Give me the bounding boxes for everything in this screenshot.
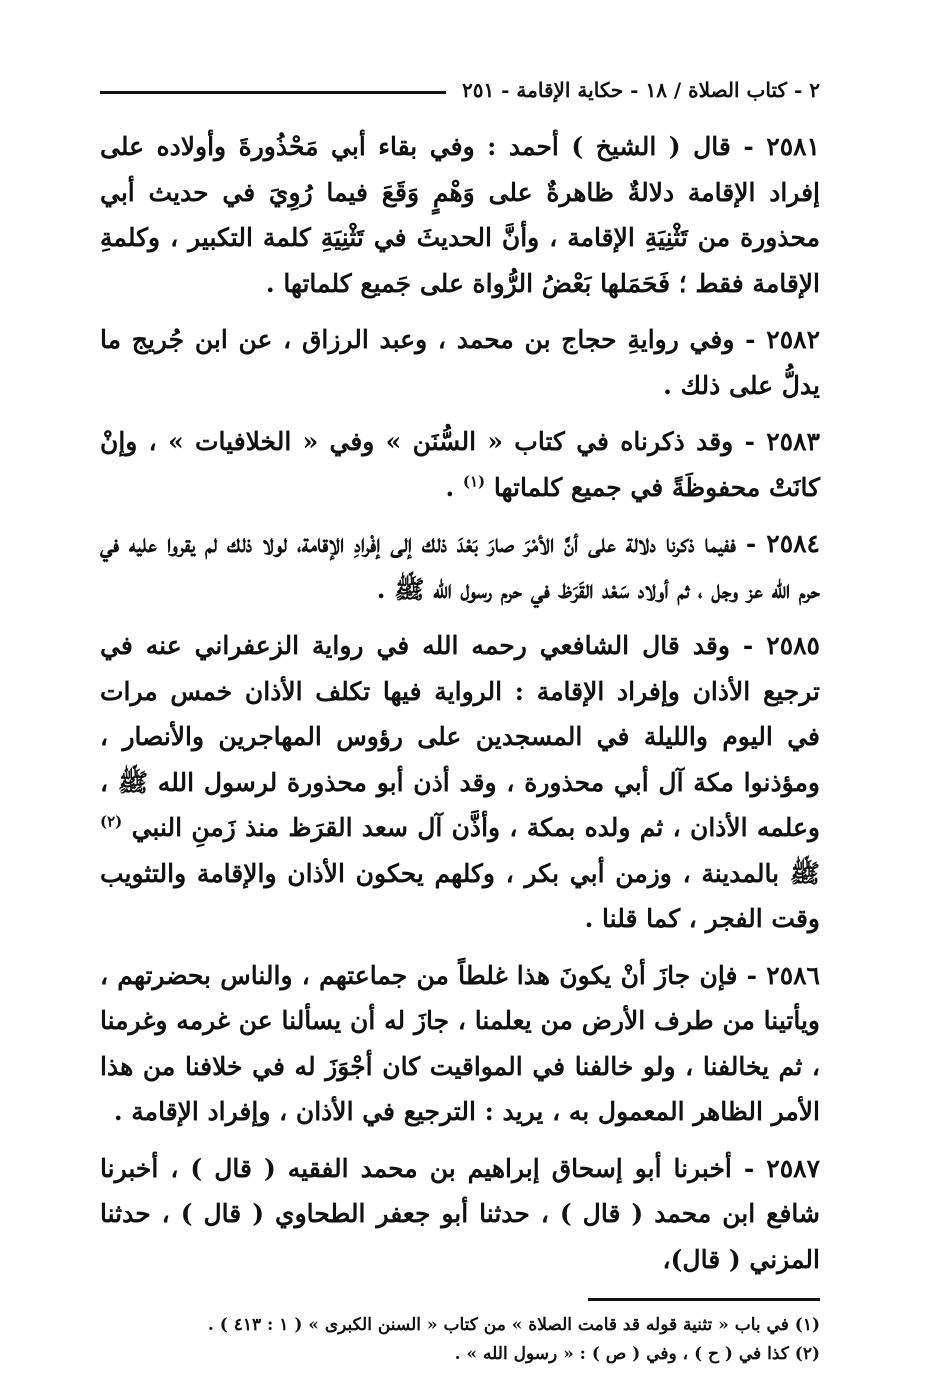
paragraph-2583 bbox=[100, 419, 820, 510]
footnote-1: (١) في باب « تثنية قوله قد قامت الصلاة » من كتاب « السنن الكبرى » ( ١ : ٤١٣ ) . bbox=[207, 1315, 820, 1335]
paragraph-text: قال ( الشيخ ) أحمد : وفي بقاء أبي مَحْذُورةَ وأولاده على إفراد الإقامة دلالةٌ ظاهرةٌ على وَهْمٍ وَقَعَ فيما رُوِيَ في حديث أبي محذورة من تَثْنِيَةِ الإقامة ، وأنَّ الحديثَ في تَثْنِيَةِ كلمة التكبير ، وكلمةِ الإقامة فقط ؛ فَحَمَلها بَعْضُ الرُّواة على جَميع كلماتها . bbox=[100, 132, 820, 298]
paragraph-2587 bbox=[100, 1146, 820, 1283]
footnote-reference[interactable]: (٢) bbox=[100, 812, 123, 831]
page-header bbox=[100, 70, 820, 110]
paragraph-number: ٢٥٨٣ - bbox=[744, 427, 820, 456]
paragraph-text: وفي روايةِ حجاج بن محمد ، وعبد الرزاق ، عن ابن جُريج ما يدلُّ على ذلك . bbox=[100, 325, 820, 400]
footnote-separator bbox=[588, 1298, 820, 1301]
paragraph-text: فإن جازَ أنْ يكونَ هذا غلطاً من جماعتهم ، والناس بحضرتهم ، ويأتينا من طرف الأرض من يعلمنا ، جازَ له أن يسألنا عن غرمه وغرمنا ، ثم يخالفنا ، ولو خالفنا في المواقيت كان أجْوَزَ له في خلافنا من هذا الأمر الظاهر المعمول به ، يريد : الترجيع في الأذان ، وإفراد الإقامة . bbox=[100, 960, 820, 1126]
paragraph-number: ٢٥٨٧ - bbox=[743, 1153, 820, 1183]
paragraph-2582 bbox=[100, 317, 820, 408]
book-page bbox=[100, 70, 820, 1364]
header-rule bbox=[100, 91, 446, 94]
paragraph-2585 bbox=[100, 623, 820, 942]
paragraph-text: ففيما ذكرنا دلالة على أنَّ الأمْرَ صارَ بَعْدَ ذلك إلى إفْرادِ الإقامة، لولا ذلك لم يقروا عليه في حرم الله عز وجل ، ثم أولاد سَعْد القَرَظ في حرم رسول الله ﷺ . bbox=[100, 529, 820, 604]
paragraph-2586 bbox=[100, 953, 820, 1135]
paragraph-text: وقد قال الشافعي رحمه الله في رواية الزعفراني عنه في ترجيع الأذان وإفراد الإقامة : الرواية فيها تكلف الأذان خمس مرات في اليوم والليلة في المسجدين على رؤوس المهاجرين والأنصار ، ومؤذنوا مكة آل أبي محذورة ، وقد أذن أبو محذورة لرسول الله ﷺ ، وعلمه الأذان ، ثم ولده بمكة ، وأذَّن آل سعد القرَظ منذ زَمنِ النبي bbox=[100, 631, 820, 842]
paragraph-text-after: ﷺ بالمدينة ، وزمن أبي بكر ، وكلهم يحكون الأذان والإقامة والتثويب وقت الفجر ، كما قلنا . bbox=[100, 858, 820, 933]
footnotes bbox=[100, 1311, 820, 1369]
paragraph-number: ٢٥٨٤ - bbox=[745, 529, 820, 558]
footnote-reference[interactable]: (١) bbox=[462, 472, 486, 491]
paragraph-text-after: . bbox=[445, 472, 455, 502]
footnote-2: (٢) كذا في ( ح ) ، وفي ( ص ) : « رسول الله » . bbox=[454, 1344, 820, 1364]
paragraph-number: ٢٥٨٦ - bbox=[746, 960, 820, 990]
paragraph-text: أخبرنا أبو إسحاق إبراهيم بن محمد الفقيه ( قال ) ، أخبرنا شافع ابن محمد ( قال ) ، حدثنا أبو جعفر الطحاوي ( قال ) ، حدثنا المزني ( قال)، bbox=[100, 1153, 820, 1274]
running-title: ٢ - كتاب الصلاة / ١٨ - حكاية الإقامة - ٢٥١ bbox=[461, 78, 820, 102]
paragraph-text: وقد ذكرناه في كتاب « السُّنَن » وفي « الخلافيات » ، وإنْ كانَتْ محفوظَةً في جميع كلماتها bbox=[100, 427, 820, 502]
paragraph-2581 bbox=[100, 124, 820, 306]
paragraph-number: ٢٥٨٥ - bbox=[742, 631, 820, 660]
paragraph-number: ٢٥٨٢ - bbox=[745, 325, 820, 354]
paragraph-2584 bbox=[100, 521, 820, 612]
paragraph-number: ٢٥٨١ - bbox=[743, 132, 820, 161]
